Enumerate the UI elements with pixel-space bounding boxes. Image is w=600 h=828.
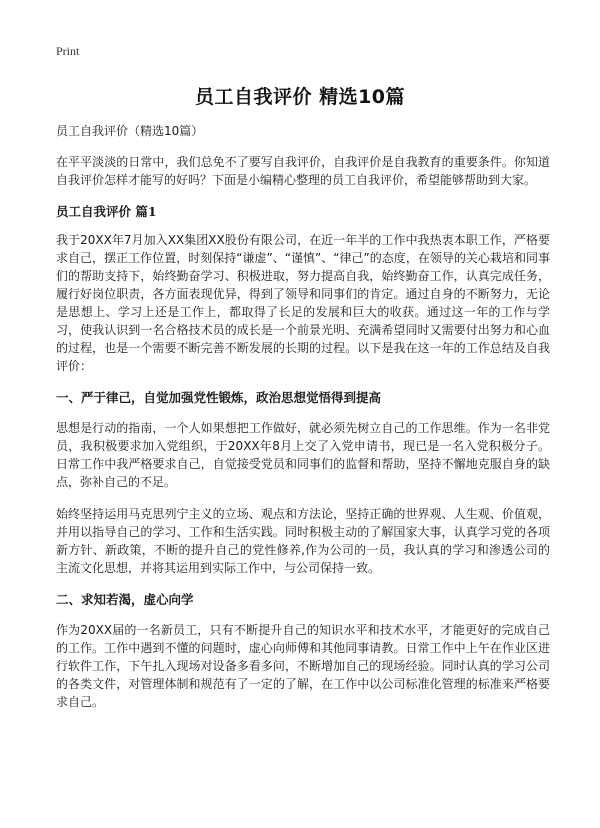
intro-paragraph: 在平平淡淡的日常中，我们总免不了要写自我评价，自我评价是自我教育的重要条件。你知道自我评价怎样才能写的好吗？下面是小编精心整理的员工自我评价，希望能够帮助到大家。 [56,155,550,187]
section-heading-2: 二、求知若渴，虚心向学 [56,592,194,607]
section-2-paragraph-1: 作为20XX届的一名新员工，只有不断提升自己的知识水平和技术水平，才能更好的完成自己的工作。工作中遇到不懂的问题时，虚心向师傅和其他同事请教。日常工作中上午在作业区进行软件工作，下午扎入现场对设备多看多问，不断增加自己的现场经验。同时认真的学习公司的各类文件，对管理体制和规范有了一定的了解，在工作中以公司标准化管理的标准来严格要求自己。 [56,623,550,709]
print-link[interactable]: Print [56,44,80,58]
page-title: 员工自我评价 精选10篇 [194,86,406,108]
article-heading: 员工自我评价 篇1 [56,204,157,219]
article-intro-paragraph: 我于20XX年7月加入XX集团XX股份有限公司，在近一年半的工作中我热衷本职工作，严格要求自己，摆正工作位置，时刻保持“谦虚”、“谨慎”、“律己”的态度，在领导的关心栽培和同事们的帮助支持下，始终勤奋学习、积极进取，努力提高自我，始终勤奋工作，认真完成任务，履行好岗位职责，各方面表现优异，得到了领导和同事们的肯定。通过自身的不断努力，无论是思想上、学习上还是工作上，都取得了长足的发展和巨大的收获。通过这一年的工作与学习，使我认识到一名合格技术员的成长是一个前景光明、充满希望同时又需要付出努力和心血的过程，也是一个需要不断完善不断发展的长期的过程。以下是我在这一年的工作总结及自我评价： [56,233,550,373]
section-heading-1: 一、严于律己，自觉加强党性锻炼，政治思想觉悟得到提高 [56,390,382,405]
article-body [56,122,550,725]
section-1-paragraph-2: 始终坚持运用马克思列宁主义的立场、观点和方法论，坚持正确的世界观、人生观、价值观，并用以指导自己的学习、工作和生活实践。同时积极主动的了解国家大事，认真学习党的各项新方针、新政策，不断的提升自己的党性修养,作为公司的一员，我认真的学习和渗透公司的主流文化思想，并将其运用到实际工作中，与公司保持一致。 [56,507,550,575]
section-1-paragraph-1: 思想是行动的指南，一个人如果想把工作做好，就必须先树立自己的工作思维。作为一名非党员，我积极要求加入党组织，于20XX年8月上交了入党申请书，现已是一名入党积极分子。日常工作中我严格要求自己，自觉接受党员和同事们的监督和帮助，坚持不懈地克服自身的缺点，弥补自己的不足。 [56,421,550,489]
document-subtitle: 员工自我评价（精选10篇） [56,124,204,138]
